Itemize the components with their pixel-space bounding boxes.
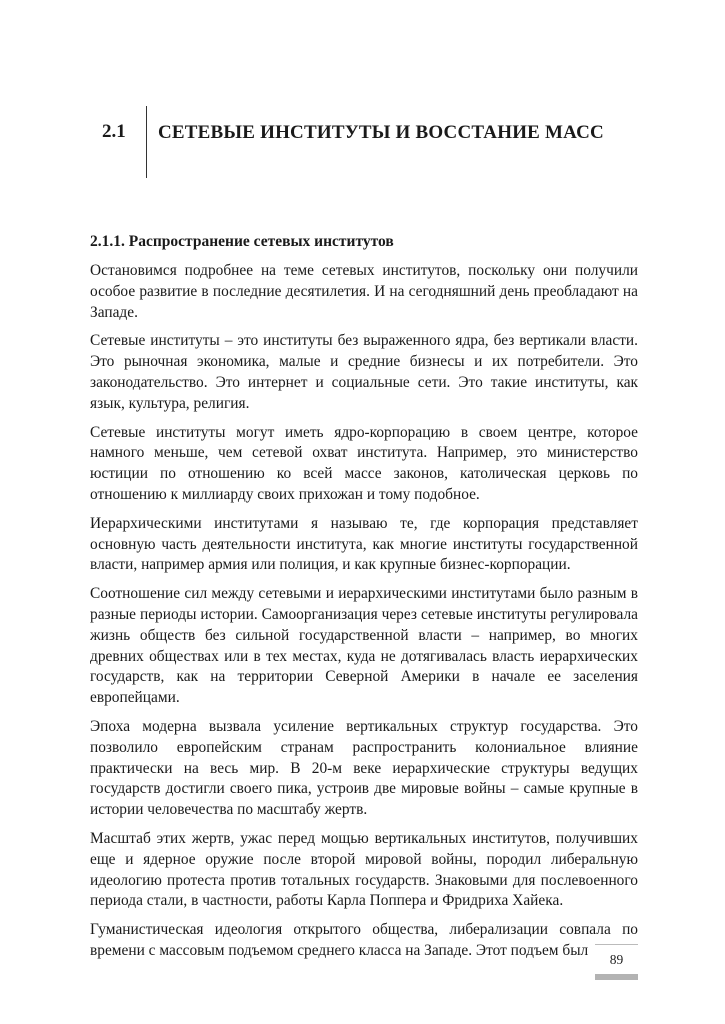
page-number-bar [595, 974, 638, 980]
paragraph: Сетевые институты могут иметь ядро-корпорацию в своем центре, которое намного меньше, чем сетевой охват института. Например, это министерство юстиции по отношению ко всей массе законов, католическая церковь по отношению к миллиарду своих прихожан и тому подобное. [90, 423, 638, 503]
paragraph: Масштаб этих жертв, ужас перед мощью вертикальных институтов, получивших еще и ядерное оружие после второй мировой войны, породил либеральную идеологию протеста против тотальных государств. Знаковыми для послевоенного периода стали, в частности, работы Карла Поппера и Фридриха Хайека. [90, 829, 638, 910]
chapter-header [90, 106, 650, 178]
chapter-number: 2.1 [102, 121, 126, 142]
paragraph: Гуманистическая идеология открытого общества, либерализации совпала по времени с массовым подъемом среднего класса на Западе. Этот подъем был [90, 921, 638, 959]
section-heading: 2.1.1. Распространение сетевых институтов [90, 233, 394, 250]
paragraph: Соотношение сил между сетевыми и иерархическими институтами было разным в разные периоды истории. Самоорганизация через сетевые институты регулировала жизнь обществ без сильной государственной власти – например, во многих древних обществах или в тех местах, куда не дотягивалась власть иерархических государств, как на территории Северной Америки в начале ее заселения европейцами. [90, 585, 638, 707]
paragraph: Остановимся подробнее на теме сетевых институтов, поскольку они получили особое развитие в последние десятилетия. И на сегодняшний день преобладают на Западе. [90, 262, 638, 321]
page-body [90, 232, 638, 970]
page-number-rule [595, 944, 638, 945]
chapter-divider [146, 106, 147, 178]
paragraph: Сетевые институты – это институты без выраженного ядра, без вертикали власти. Это рыночная экономика, малые и средние бизнесы и их потребители. Это законодательство. Это интернет и социальные сети. Это такие институты, как язык, культура, религия. [90, 332, 638, 412]
paragraph: Иерархическими институтами я называю те, где корпорация представляет основную часть деятельности института, как многие институты государственной власти, например армия или полиция, и как крупные бизнес-корпорации. [90, 514, 638, 574]
paragraph: Эпоха модерна вызвала усиление вертикальных структур государства. Это позволило европейским странам распространить колониальное влияние практически на весь мир. В 20-м веке иерархические структуры ведущих государств достигли своего пика, устроив две мировые войны – самые крупные в истории человечества по масштабу жертв. [90, 717, 638, 819]
page-number: 89 [609, 952, 624, 967]
chapter-title: СЕТЕВЫЕ ИНСТИТУТЫ И ВОССТАНИЕ МАСС [158, 122, 604, 143]
